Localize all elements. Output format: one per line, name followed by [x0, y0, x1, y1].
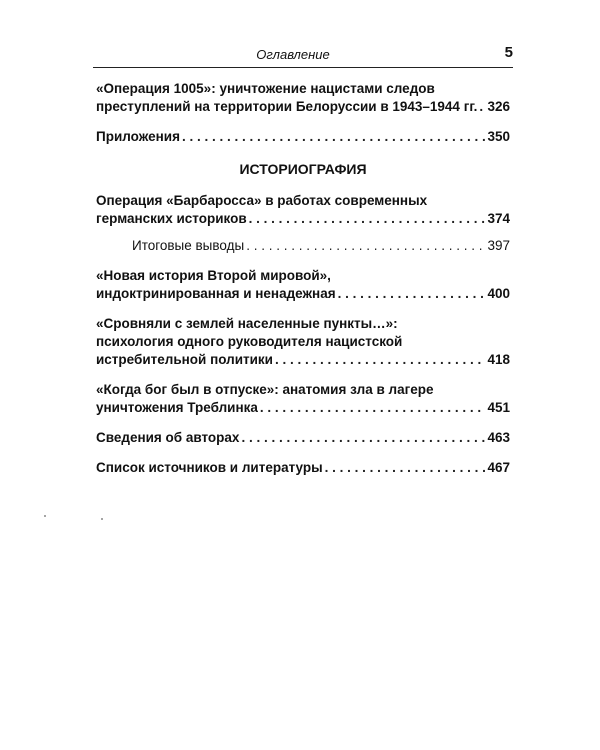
toc-entry-text: истребительной политики	[96, 352, 273, 367]
dot-leader	[246, 237, 485, 255]
toc-page-number: 397	[487, 238, 510, 253]
dot-leader	[275, 351, 485, 369]
toc-subentry-conclusions[interactable]	[96, 237, 510, 255]
toc-page-number: 418	[487, 352, 510, 367]
toc-entry-text: индоктринированная и ненадежная	[96, 286, 336, 301]
toc-entry-sources[interactable]	[96, 459, 510, 477]
dot-leader	[260, 399, 486, 417]
toc-entry-text: уничтожения Треблинка	[96, 400, 258, 415]
table-of-contents	[96, 80, 510, 477]
toc-page-number: 463	[487, 430, 510, 445]
toc-entry-text: «Операция 1005»: уничтожение нацистами следов	[96, 81, 435, 96]
toc-entry-text: Список источников и литературы	[96, 460, 323, 475]
dot-leader	[249, 210, 486, 228]
toc-page-number: 451	[487, 400, 510, 415]
header-page-number: 5	[504, 44, 513, 61]
toc-entry-text: «Сровняли с землей населенные пункты…»:	[96, 316, 398, 331]
toc-entry-psychology[interactable]	[96, 315, 510, 369]
running-header	[93, 44, 513, 66]
toc-entry-new-history[interactable]	[96, 267, 510, 303]
scan-speck	[101, 518, 103, 520]
toc-entry-text: «Новая история Второй мировой»,	[96, 268, 331, 283]
toc-entry-barbarossa[interactable]	[96, 192, 510, 228]
toc-entry-operation-1005[interactable]	[96, 80, 510, 116]
toc-page-number: 326	[487, 99, 510, 114]
toc-entry-text: преступлений на территории Белоруссии в 1943–1944 гг.	[96, 99, 478, 114]
dot-leader	[479, 98, 485, 116]
header-rule	[93, 67, 513, 68]
toc-entry-authors[interactable]	[96, 429, 510, 447]
toc-entry-text: «Когда бог был в отпуске»: анатомия зла в лагере	[96, 382, 434, 397]
toc-entry-text: Итоговые выводы	[132, 238, 245, 253]
toc-page-number: 374	[487, 211, 510, 226]
toc-page-number: 467	[487, 460, 510, 475]
toc-entry-appendices[interactable]	[96, 128, 510, 146]
toc-entry-treblinka[interactable]	[96, 381, 510, 417]
toc-entry-text: психология одного руководителя нацистской	[96, 334, 403, 349]
toc-entry-text: Сведения об авторах	[96, 430, 240, 445]
dot-leader	[338, 285, 486, 303]
toc-page-number: 400	[487, 286, 510, 301]
toc-entry-text: Приложения	[96, 129, 180, 144]
toc-page-number: 350	[487, 129, 510, 144]
dot-leader	[182, 128, 486, 146]
dot-leader	[241, 429, 485, 447]
toc-entry-text: Операция «Барбаросса» в работах современных	[96, 193, 428, 208]
header-title: Оглавление	[256, 47, 330, 62]
dot-leader	[325, 459, 486, 477]
section-heading: ИСТОРИОГРАФИЯ	[239, 161, 367, 177]
scan-speck	[44, 515, 46, 517]
toc-entry-text: германских историков	[96, 211, 247, 226]
